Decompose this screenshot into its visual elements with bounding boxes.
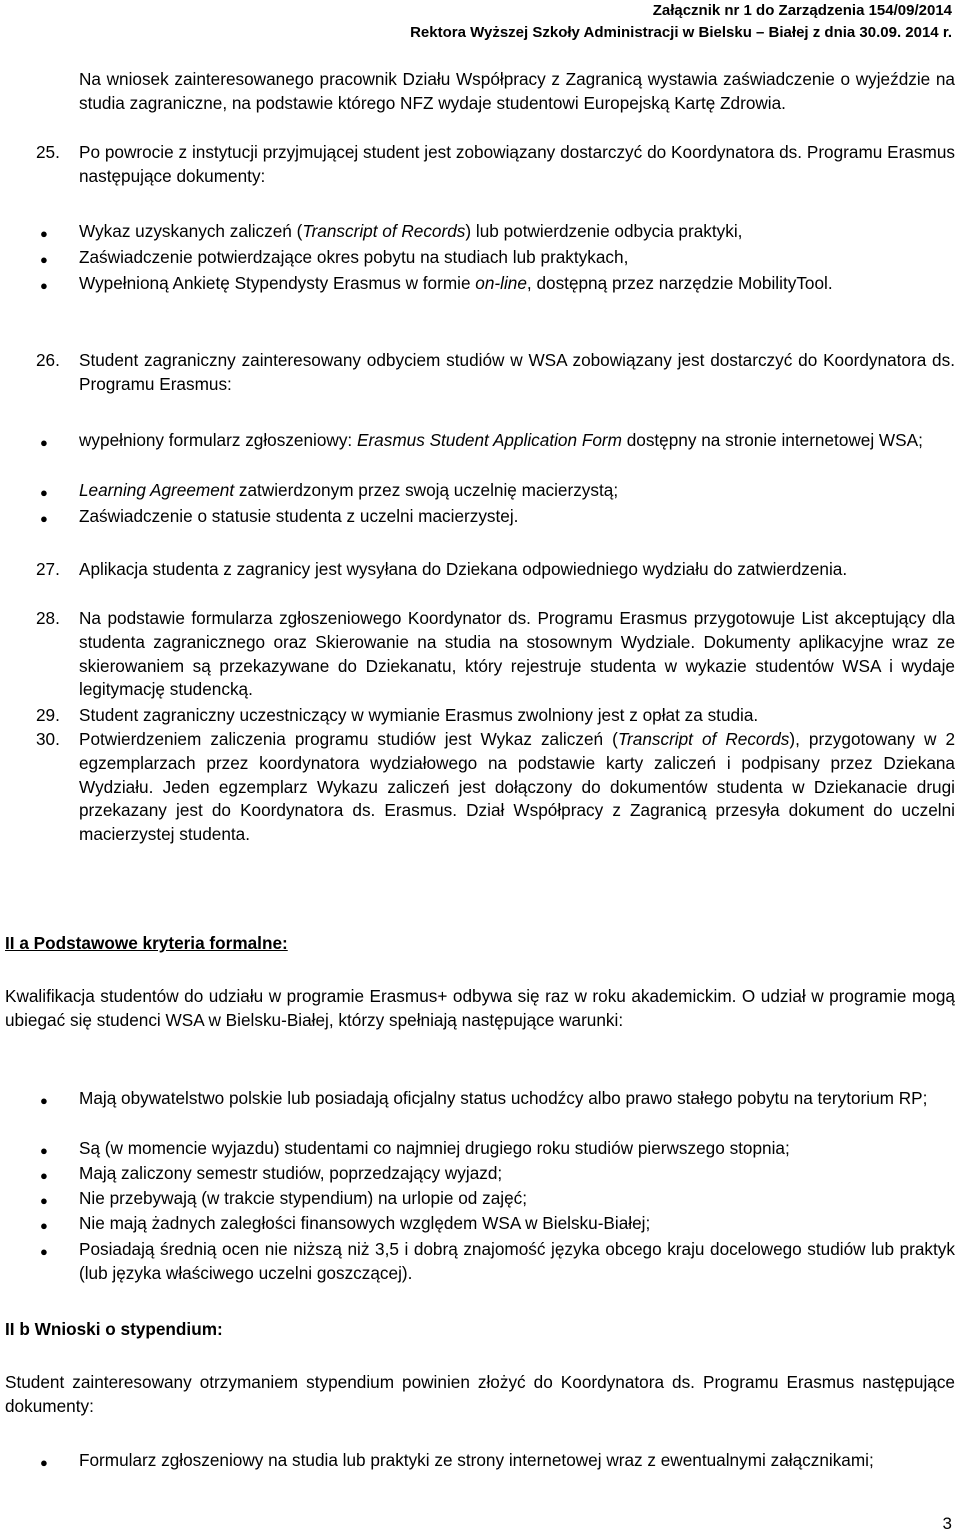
bullet: ● [40,226,48,241]
page-number: 3 [942,1514,952,1533]
list-item: Są (w momencie wyjazdu) studentami co najmniej drugiego roku studiów pierwszego stopnia; [79,1138,790,1158]
paragraph-25: Po powrocie z instytucji przyjmującej student jest zobowiązany dostarczyć do Koordynatora ds. Programu Erasmus następujące dokumenty: [79,142,955,186]
attachment-header: Załącznik nr 1 do Zarządzenia 154/09/2014 [652,2,952,19]
list-item: Mają zaliczony semestr studiów, poprzedzający wyjazd; [79,1163,503,1183]
applications-paragraph: Student zainteresowany otrzymaniem stypendium powinien złożyć do Koordynatora ds. Programu Erasmus następujące dokumenty: [5,1372,955,1416]
bullet: ● [40,435,48,450]
bullet: ● [40,1093,48,1108]
attachment-subheader: Rektora Wyższej Szkoły Administracji w Bielsku – Białej z dnia 30.09. 2014 r. [410,24,952,41]
list-item: Wykaz uzyskanych zaliczeń (Transcript of Records) lub potwierdzenie odbycia praktyki, [79,221,743,241]
bullet: ● [40,1168,48,1183]
list-item: Posiadają średnią ocen nie niższą niż 3,5 i dobrą znajomość języka obcego kraju docelowego studiów lub praktyk (lub języka właściwego uczelni goszczącej). [79,1239,955,1283]
item-number-27: 27. [36,559,60,579]
bullet: ● [40,278,48,293]
section-heading-applications: II b Wnioski o stypendium: [5,1319,223,1339]
list-item: Formularz zgłoszeniowy na studia lub praktyki ze strony internetowej wraz z ewentualnymi załącznikami; [79,1450,874,1470]
list-item: wypełniony formularz zgłoszeniowy: Erasmus Student Application Form dostępny na stronie internetowej WSA; [79,430,923,450]
bullet: ● [40,1244,48,1259]
list-item: Mają obywatelstwo polskie lub posiadają oficjalny status uchodźcy albo prawo stałego pobytu na terytorium RP; [79,1088,928,1108]
item-number-28: 28. [36,608,60,628]
intro-paragraph: Na wniosek zainteresowanego pracownik Działu Współpracy z Zagranicą wystawia zaświadczenie o wyjeździe na studia zagraniczne, na podstawie którego NFZ wydaje studentowi Europejską Kartę Zdrowia. [79,69,955,113]
item-number-29: 29. [36,705,60,725]
paragraph-26: Student zagraniczny zainteresowany odbyciem studiów w WSA zobowiązany jest dostarczyć do Koordynatora ds. Programu Erasmus: [79,350,955,394]
item-number-25: 25. [36,142,60,162]
list-item: Nie mają żadnych zaległości finansowych względem WSA w Bielsku-Białej; [79,1213,651,1233]
bullet: ● [40,252,48,267]
paragraph-28: Na podstawie formularza zgłoszeniowego Koordynator ds. Programu Erasmus przygotowuje List akceptujący dla studenta zagranicznego oraz Skierowanie na studia na stosownym Wydziale. Dokumenty aplikacyjne wraz ze skierowaniem są przekazywane do Dziekanatu, który rejestruje studenta w wykazie studentów WSA i wydaje legitymację studencką. [79,608,955,700]
section-heading-criteria: II a Podstawowe kryteria formalne: [5,933,288,953]
list-item: Zaświadczenie potwierdzające okres pobytu na studiach lub praktykach, [79,247,629,267]
list-item: Nie przebywają (w trakcie stypendium) na urlopie od zajęć; [79,1188,528,1208]
list-item: Learning Agreement zatwierdzonym przez swoją uczelnię macierzystą; [79,480,619,500]
list-item: Wypełnioną Ankietę Stypendysty Erasmus w formie on-line, dostępną przez narzędzie MobilityTool. [79,273,833,293]
bullet: ● [40,485,48,500]
paragraph-27: Aplikacja studenta z zagranicy jest wysyłana do Dziekana odpowiedniego wydziału do zatwierdzenia. [79,559,848,579]
criteria-paragraph: Kwalifikacja studentów do udziału w programie Erasmus+ odbywa się raz w roku akademickim. O udział w programie mogą ubiegać się studenci WSA w Bielsku-Białej, którzy spełniają następujące warunki: [5,986,955,1030]
list-item: Zaświadczenie o statusie studenta z uczelni macierzystej. [79,506,519,526]
bullet: ● [40,511,48,526]
item-number-30: 30. [36,729,60,749]
bullet: ● [40,1218,48,1233]
bullet: ● [40,1193,48,1208]
bullet: ● [40,1455,48,1470]
paragraph-29: Student zagraniczny uczestniczący w wymianie Erasmus zwolniony jest z opłat za studia. [79,705,759,725]
bullet: ● [40,1143,48,1158]
paragraph-30: Potwierdzeniem zaliczenia programu studiów jest Wykaz zaliczeń (Transcript of Records), przygotowany w 2 egzemplarzach przez koordynatora wydziałowego na podstawie karty zaliczeń i podpisany przez Dziekana Wydziału. Jeden egzemplarz Wykazu zaliczeń jest dołączony do dokumentów studenta w Dziekanacie drugi przekazany jest do Koordynatora ds. Erasmus. Dział Współpracy z Zagranicą przesyła dokument do uczelni macierzystej studenta. [79,729,956,845]
item-number-26: 26. [36,350,60,370]
